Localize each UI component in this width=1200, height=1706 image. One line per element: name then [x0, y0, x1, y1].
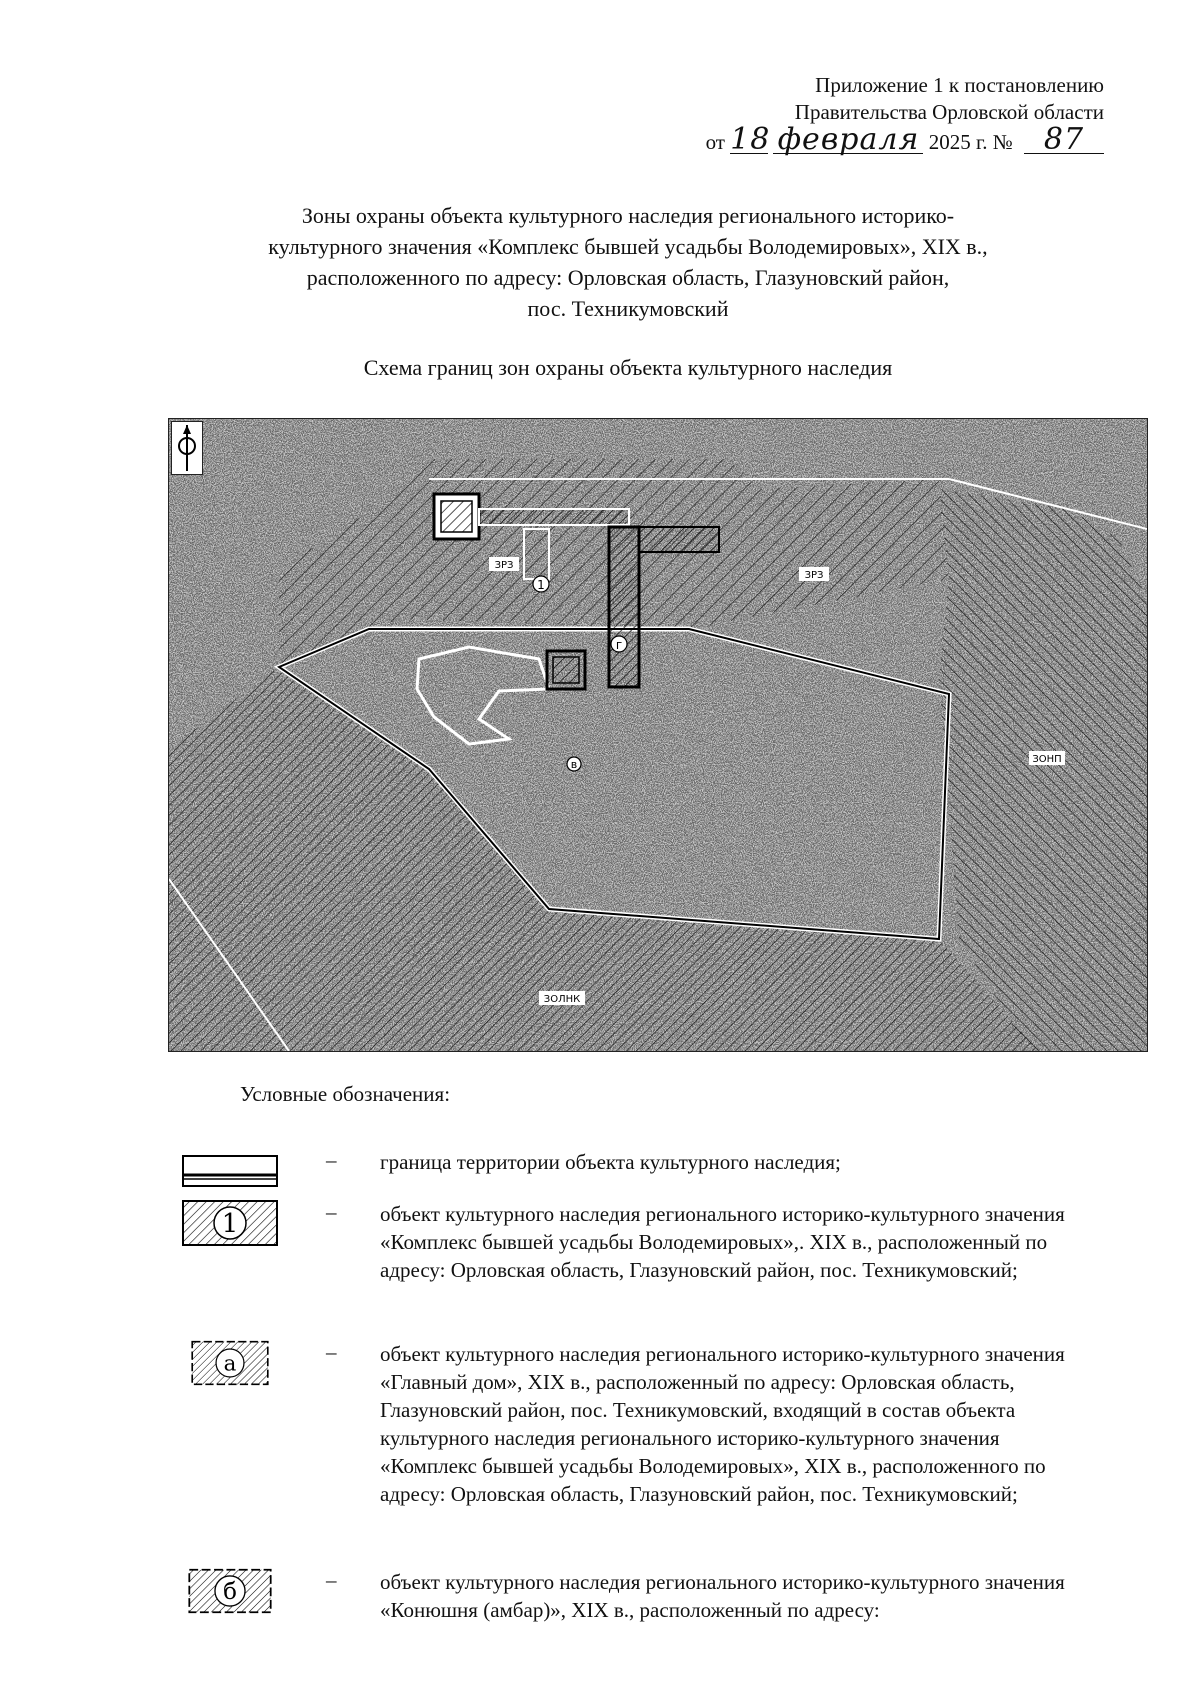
scheme-subtitle: Схема границ зон охраны объекта культурного наследия [363, 355, 893, 380]
legend-symbol-label-a: а [223, 1351, 237, 1377]
legend-dash-1: – [326, 1148, 337, 1172]
date-prefix: от [705, 130, 725, 154]
legend-item-boundary [182, 1148, 1100, 1188]
legend-symbol-boundary [182, 1148, 278, 1194]
legend-item-main-house [182, 1340, 1100, 1540]
title-line-4: пос. Техникумовский [527, 296, 729, 321]
building-main-house-core [441, 501, 472, 532]
marker-v [567, 757, 581, 771]
label-zrz-1 [489, 557, 519, 571]
date-day: 18 [730, 122, 771, 157]
legend-dash-4: – [326, 1568, 337, 1592]
legend-text-4: объект культурного наследия регионального историко-культурного значения «Конюшня (амбар)», XIX в., расположенный по адресу: [380, 1570, 1065, 1622]
legend-symbol-label-b: б [223, 1578, 237, 1605]
svg-text:ЗОЛНК: ЗОЛНК [543, 994, 581, 1005]
svg-text:г: г [615, 638, 623, 652]
building-central-core [553, 657, 579, 683]
legend-text-3: объект культурного наследия регионального историко-культурного значения «Главный дом», XIX в., расположенный по адресу: Орловская область, Глазуновский район, пос. Техникумовский, входящий в состав объекта культурного наследия регионального историко-культурного значения «Комплекс бывшей усадьбы Володемировых», XIX в., расположенного по адресу: Орловская область, Глазуновский район, пос. Техникумовский; [380, 1342, 1065, 1506]
title-line-3: расположенного по адресу: Орловская область, Глазуновский район, [306, 265, 950, 290]
legend-dash-2: – [326, 1200, 337, 1224]
legend-symbol-stable [182, 1568, 278, 1614]
legend-title: Условные обозначения: [240, 1082, 451, 1106]
legend-symbol-main-house [182, 1340, 278, 1386]
north-arrow-icon [171, 421, 203, 475]
date-month: февраля [773, 126, 923, 154]
map-svg [169, 419, 1147, 1051]
title-line-2: культурного значения «Комплекс бывшей усадьбы Володемировых», XIX в., [268, 234, 988, 259]
building-stable [609, 527, 639, 687]
building-gallery [479, 509, 629, 525]
svg-text:в: в [570, 758, 578, 771]
appendix-header [584, 72, 1104, 156]
svg-text:ЗРЗ: ЗРЗ [494, 560, 514, 571]
svg-text:ЗРЗ: ЗРЗ [804, 570, 824, 581]
svg-text:1: 1 [537, 578, 545, 592]
legend-item-complex [182, 1200, 1100, 1310]
appendix-date-line [584, 122, 1104, 157]
legend-dash-3: – [326, 1340, 337, 1364]
legend-text-1: граница территории объекта культурного наследия; [380, 1150, 841, 1174]
building-wing [639, 527, 719, 552]
date-year: 2025 г. № [928, 130, 1013, 154]
title-line-1: Зоны охраны объекта культурного наследия регионального историко- [301, 203, 955, 228]
appendix-line-2: Правительства Орловской области [794, 100, 1104, 124]
label-zone-right [1029, 751, 1065, 765]
zone-map [168, 418, 1148, 1052]
svg-text:ЗОНП: ЗОНП [1032, 754, 1062, 765]
label-zone-bottom [539, 991, 585, 1005]
legend-item-stable [182, 1568, 1100, 1638]
label-zrz-2 [799, 567, 829, 581]
document-title [160, 200, 1096, 324]
legend-symbol-label-1: 1 [221, 1209, 239, 1239]
marker-1 [533, 576, 549, 592]
legend-symbol-complex [182, 1200, 278, 1246]
decree-number: 87 [1024, 126, 1104, 154]
marker-g [611, 636, 627, 652]
legend-text-2: объект культурного наследия регионального историко-культурного значения «Комплекс бывшей усадьбы Володемировых»,. XIX в., расположенный по адресу: Орловская область, Глазуновский район, пос. Техникумовский; [380, 1202, 1065, 1282]
appendix-line-1: Приложение 1 к постановлению [815, 73, 1104, 97]
